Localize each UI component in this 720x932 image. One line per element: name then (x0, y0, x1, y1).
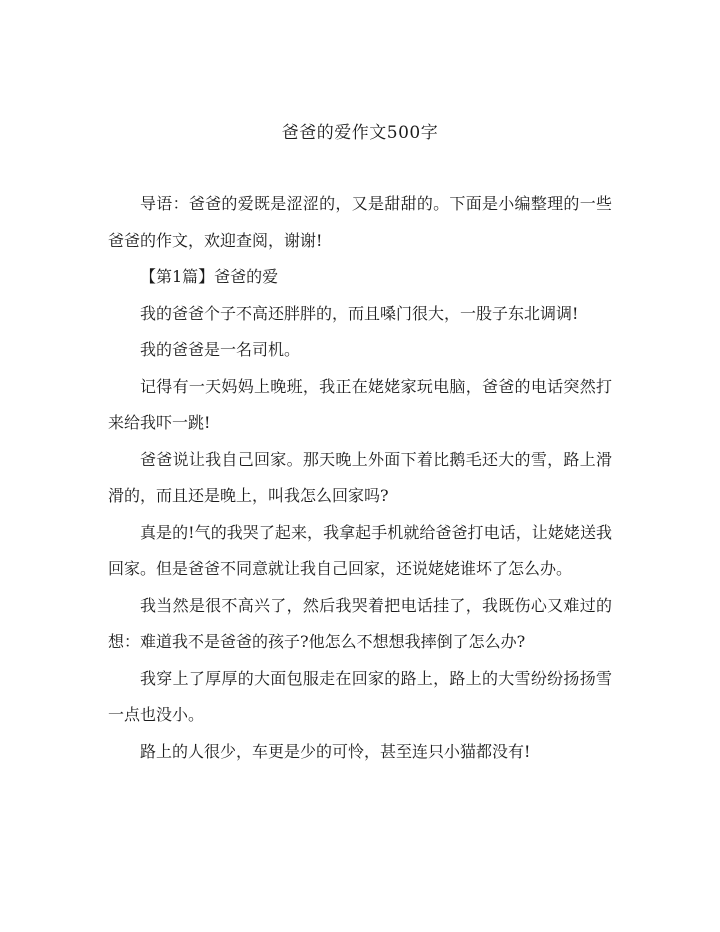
body-paragraph: 我的爸爸个子不高还胖胖的，而且嗓门很大，一股子东北调调! (140, 303, 579, 323)
section-heading: 【第1篇】爸爸的爱 (140, 267, 279, 286)
body-paragraph: 我当然是很不高兴了，然后我哭着把电话挂了，我既伤心又难过的想：难道我不是爸爸的孩子?他怎么不想想我摔倒了怎么办? (108, 595, 612, 651)
body-paragraph: 路上的人很少，车更是少的可怜，甚至连只小猫都没有! (140, 741, 531, 761)
body-paragraph: 我穿上了厚厚的大面包服走在回家的路上，路上的大雪纷纷扬扬雪一点也没小。 (108, 668, 612, 724)
document-title: 爸爸的爱作文500字 (281, 123, 439, 143)
intro-paragraph: 导语：爸爸的爱既是涩涩的，又是甜甜的。下面是小编整理的一些爸爸的作文，欢迎查阅，谢谢! (108, 194, 612, 250)
body-paragraph: 爸爸说让我自己回家。那天晚上外面下着比鹅毛还大的雪，路上滑滑的，而且还是晚上，叫我怎么回家吗? (108, 449, 612, 505)
body-paragraph: 记得有一天妈妈上晚班，我正在姥姥家玩电脑，爸爸的电话突然打来给我吓一跳! (108, 376, 612, 432)
document-body (108, 186, 612, 770)
body-paragraph: 真是的!气的我哭了起来，我拿起手机就给爸爸打电话，让姥姥送我回家。但是爸爸不同意就让我自己回家，还说姥姥谁坏了怎么办。 (108, 522, 612, 578)
body-paragraph: 我的爸爸是一名司机。 (140, 340, 301, 359)
